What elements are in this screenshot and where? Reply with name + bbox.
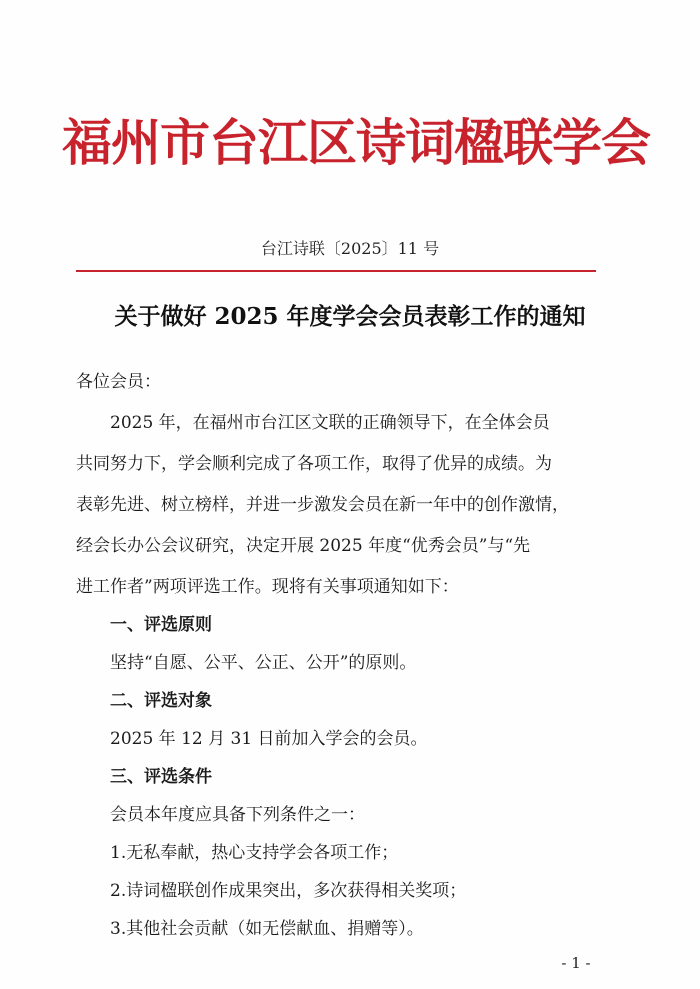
notice-title: 关于做好 2025 年度学会会员表彰工作的通知: [114, 303, 586, 330]
section-heading-principles: 一、评选原则: [110, 615, 212, 635]
condition-item: 2.诗词楹联创作成果突出，多次获得相关奖项；: [110, 881, 467, 901]
condition-item: 3.其他社会贡献（如无偿献血、捐赠等）。: [110, 919, 424, 939]
organization-title: 福州市台江区诗词楹联学会: [62, 113, 650, 172]
section-heading-targets: 二、评选对象: [110, 691, 212, 711]
paragraph-line: 共同努力下，学会顺利完成了各项工作，取得了优异的成绩。为: [76, 454, 552, 474]
page-number: - 1 -: [561, 954, 591, 972]
paragraph-line: 2025 年，在福州市台江区文联的正确领导下，在全体会员: [110, 413, 550, 433]
red-divider-rule: [76, 270, 596, 272]
paragraph-line: 经会长办公会议研究，决定开展 2025 年度“优秀会员”与“先: [76, 536, 531, 556]
condition-item: 1.无私奉献，热心支持学会各项工作；: [110, 843, 399, 863]
section-content-conditions: 会员本年度应具备下列条件之一：: [110, 805, 365, 825]
paragraph-line: 表彰先进、树立榜样，并进一步激发会员在新一年中的创作激情，: [76, 495, 569, 515]
salutation: 各位会员：: [76, 372, 161, 392]
section-heading-conditions: 三、评选条件: [110, 767, 212, 787]
document-number: 台江诗联〔2025〕11 号: [260, 239, 440, 258]
section-content-principles: 坚持“自愿、公平、公正、公开”的原则。: [110, 653, 417, 673]
paragraph-line: 进工作者”两项评选工作。现将有关事项通知如下：: [76, 577, 459, 597]
section-content-targets: 2025 年 12 月 31 日前加入学会的会员。: [110, 729, 428, 749]
